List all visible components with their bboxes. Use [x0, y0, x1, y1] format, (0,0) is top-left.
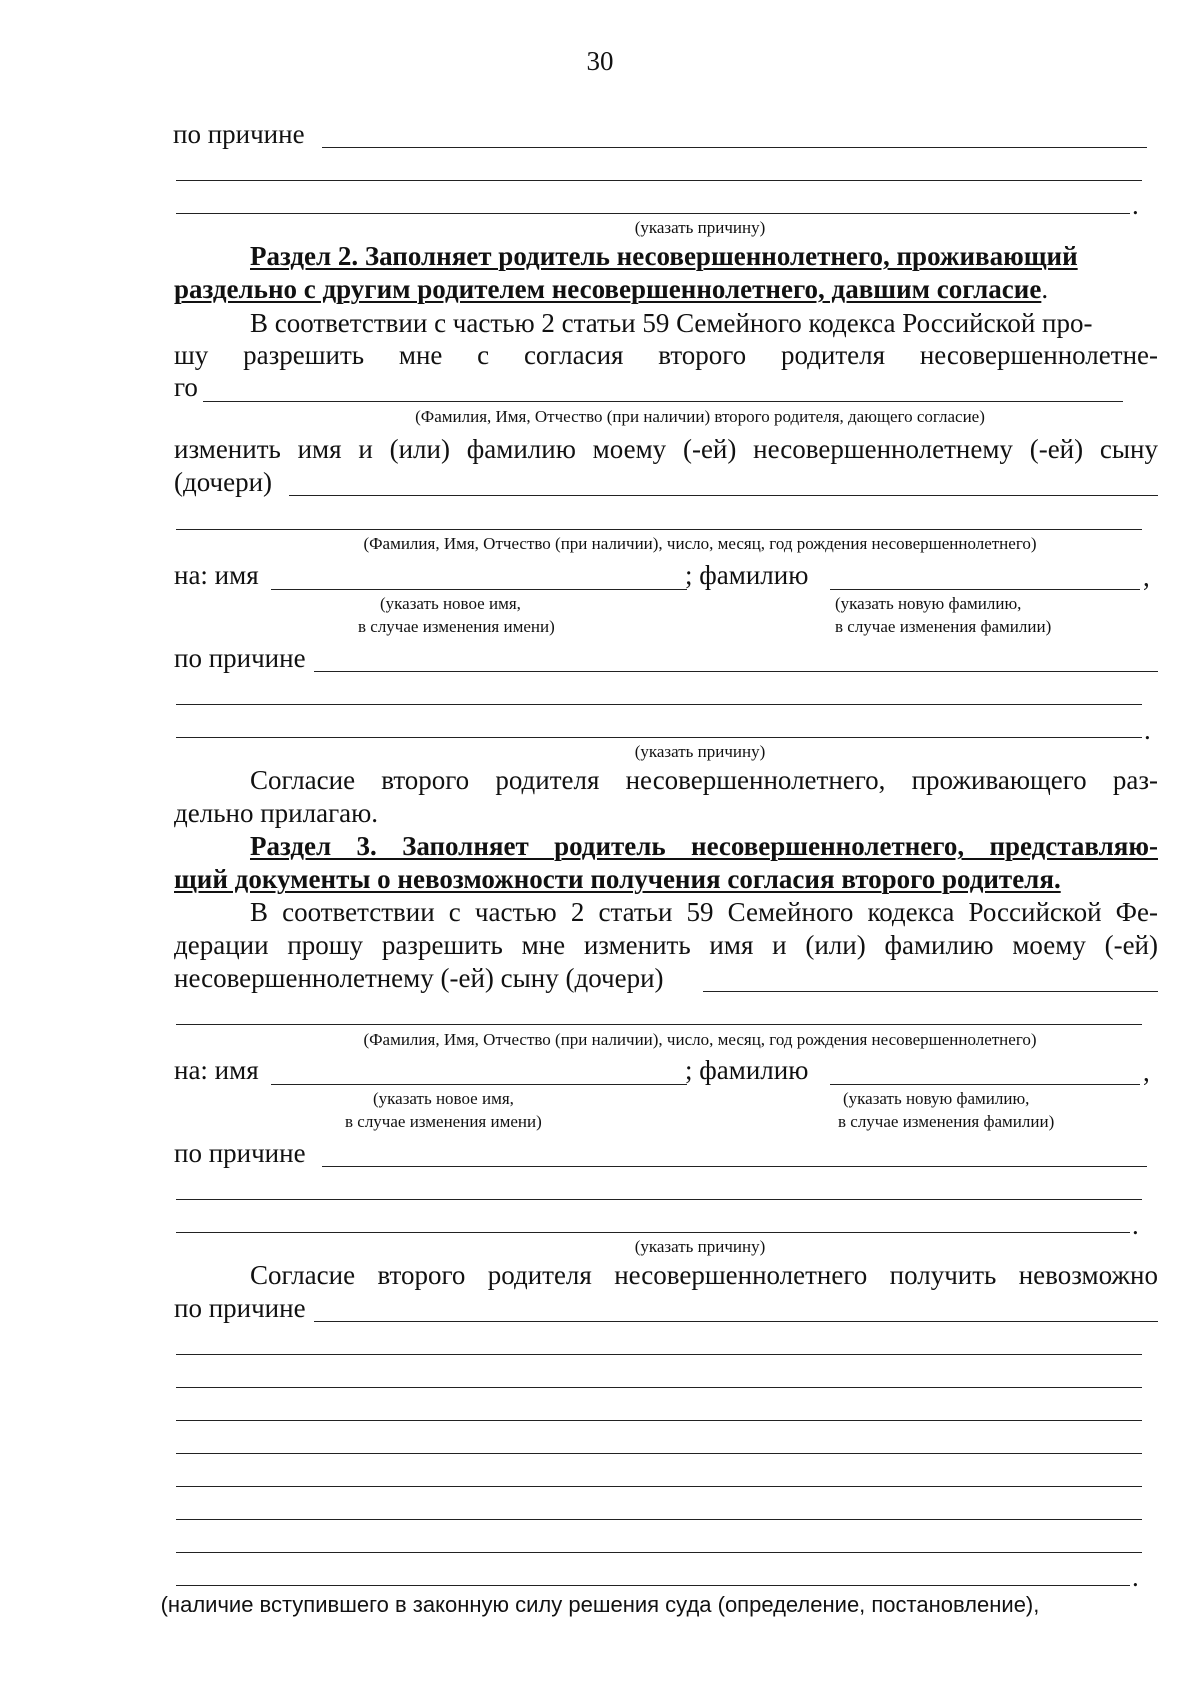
new-surname-line: [830, 1084, 1140, 1085]
reason-line-1: [322, 1166, 1147, 1167]
new-name-note-1: (указать новое имя,: [380, 594, 521, 613]
minor-line-2: [176, 529, 1142, 530]
period: .: [1144, 715, 1151, 745]
reason-line-2: [176, 180, 1142, 181]
consent-line2: дельно прилагаю.: [174, 798, 379, 828]
comma: ,: [1143, 1057, 1150, 1087]
impossible-line1: Согласие второго родителя несовершеннолетнего получить невозможно: [250, 1260, 1158, 1290]
surname-label: ; фамилию: [685, 1055, 809, 1085]
period: .: [1132, 1210, 1139, 1240]
court-line-7: [176, 1519, 1142, 1520]
new-name-line: [271, 1084, 687, 1085]
new-surname-note-1: (указать новую фамилию,: [835, 594, 1022, 613]
reason-line-2: [176, 704, 1142, 705]
court-line-8: [176, 1552, 1142, 1553]
minor-line-1: [703, 991, 1158, 992]
section3-heading-line1: Раздел 3. Заполняет родитель несовершеннолетнего, представляю-: [250, 831, 1158, 861]
court-line-2: [176, 1354, 1142, 1355]
section2-heading-line2: [174, 274, 1048, 304]
reason-line-2: [176, 1199, 1142, 1200]
section3-para-line2: дерации прошу разрешить мне изменить имя и (или) фамилию моему (-ей): [174, 930, 1158, 960]
new-name-line: [271, 589, 687, 590]
court-line-1: [314, 1321, 1158, 1322]
surname-label: ; фамилию: [685, 560, 809, 590]
consent-line1: Согласие второго родителя несовершеннолетнего, проживающего раз-: [250, 765, 1158, 795]
minor-note: (Фамилия, Имя, Отчество (при наличии), число, месяц, год рождения несовершеннолетнего): [363, 1030, 1037, 1049]
section2-para-line1: В соответствии с частью 2 статьи 59 Семейного кодекса Российской про-: [250, 308, 1093, 338]
court-line-4: [176, 1420, 1142, 1421]
name-label: на: имя: [174, 1055, 259, 1085]
second-parent-note: (Фамилия, Имя, Отчество (при наличии) второго родителя, дающего согласие): [415, 407, 985, 426]
new-surname-note-2: в случае изменения фамилии): [835, 617, 1052, 636]
new-surname-note-2: в случае изменения фамилии): [838, 1112, 1055, 1131]
new-name-note-1: (указать новое имя,: [373, 1089, 514, 1108]
second-parent-line: [203, 401, 1123, 402]
section3-para-line1: В соответствии с частью 2 статьи 59 Семейного кодекса Российской Фе-: [250, 897, 1158, 927]
court-line-3: [176, 1387, 1142, 1388]
court-line-9: [176, 1585, 1130, 1586]
reason-note: (указать причину): [634, 1237, 766, 1256]
court-note: (наличие вступившего в законную силу решения суда (определение, постановление),: [160, 1592, 1040, 1617]
reason-line-1: [314, 671, 1158, 672]
new-surname-line: [830, 589, 1140, 590]
minor-line-1: [289, 495, 1158, 496]
reason-line-3: [176, 1232, 1130, 1233]
reason-note: (указать причину): [634, 218, 766, 237]
new-surname-note-1: (указать новую фамилию,: [843, 1089, 1030, 1108]
reason-label: по причине: [174, 1138, 306, 1168]
minor-line-2: [176, 1024, 1142, 1025]
period: .: [1132, 190, 1139, 220]
impossible-line2: по причине: [174, 1293, 306, 1323]
minor-note: (Фамилия, Имя, Отчество (при наличии), число, месяц, год рождения несовершеннолетнего): [363, 534, 1037, 553]
new-name-note-2: в случае изменения имени): [358, 617, 555, 636]
reason-note: (указать причину): [634, 742, 766, 761]
court-line-5: [176, 1453, 1142, 1454]
section2-para-line3: го: [174, 372, 198, 402]
section2-heading-line1: [250, 241, 1158, 271]
section3-para-line3: несовершеннолетнему (-ей) сыну (дочери): [174, 963, 664, 993]
change-line2: (дочери): [174, 467, 273, 497]
new-name-note-2: в случае изменения имени): [345, 1112, 542, 1131]
heading-text: раздельно с другим родителем несовершеннолетнего, давшим согласие: [174, 274, 1042, 304]
reason-label: по причине: [173, 119, 305, 149]
heading-period: .: [1041, 274, 1049, 304]
change-line1: изменить имя и (или) фамилию моему (-ей) несовершеннолетнему (-ей) сыну: [174, 434, 1158, 464]
comma: ,: [1143, 562, 1150, 592]
heading-text: Раздел 2. Заполняет родитель несовершеннолетнего, проживающий: [250, 241, 1078, 271]
name-label: на: имя: [174, 560, 259, 590]
reason-label: по причине: [174, 643, 306, 673]
reason-line-3: [176, 737, 1142, 738]
court-line-6: [176, 1486, 1142, 1487]
reason-line-1: [322, 147, 1147, 148]
reason-line-3: [176, 213, 1130, 214]
section2-para-line2: шу разрешить мне с согласия второго родителя несовершеннолетне-: [174, 340, 1158, 370]
period: .: [1132, 1562, 1139, 1592]
section3-heading-line2: щий документы о невозможности получения согласия второго родителя.: [174, 864, 1061, 894]
page-number: 30: [586, 46, 614, 76]
